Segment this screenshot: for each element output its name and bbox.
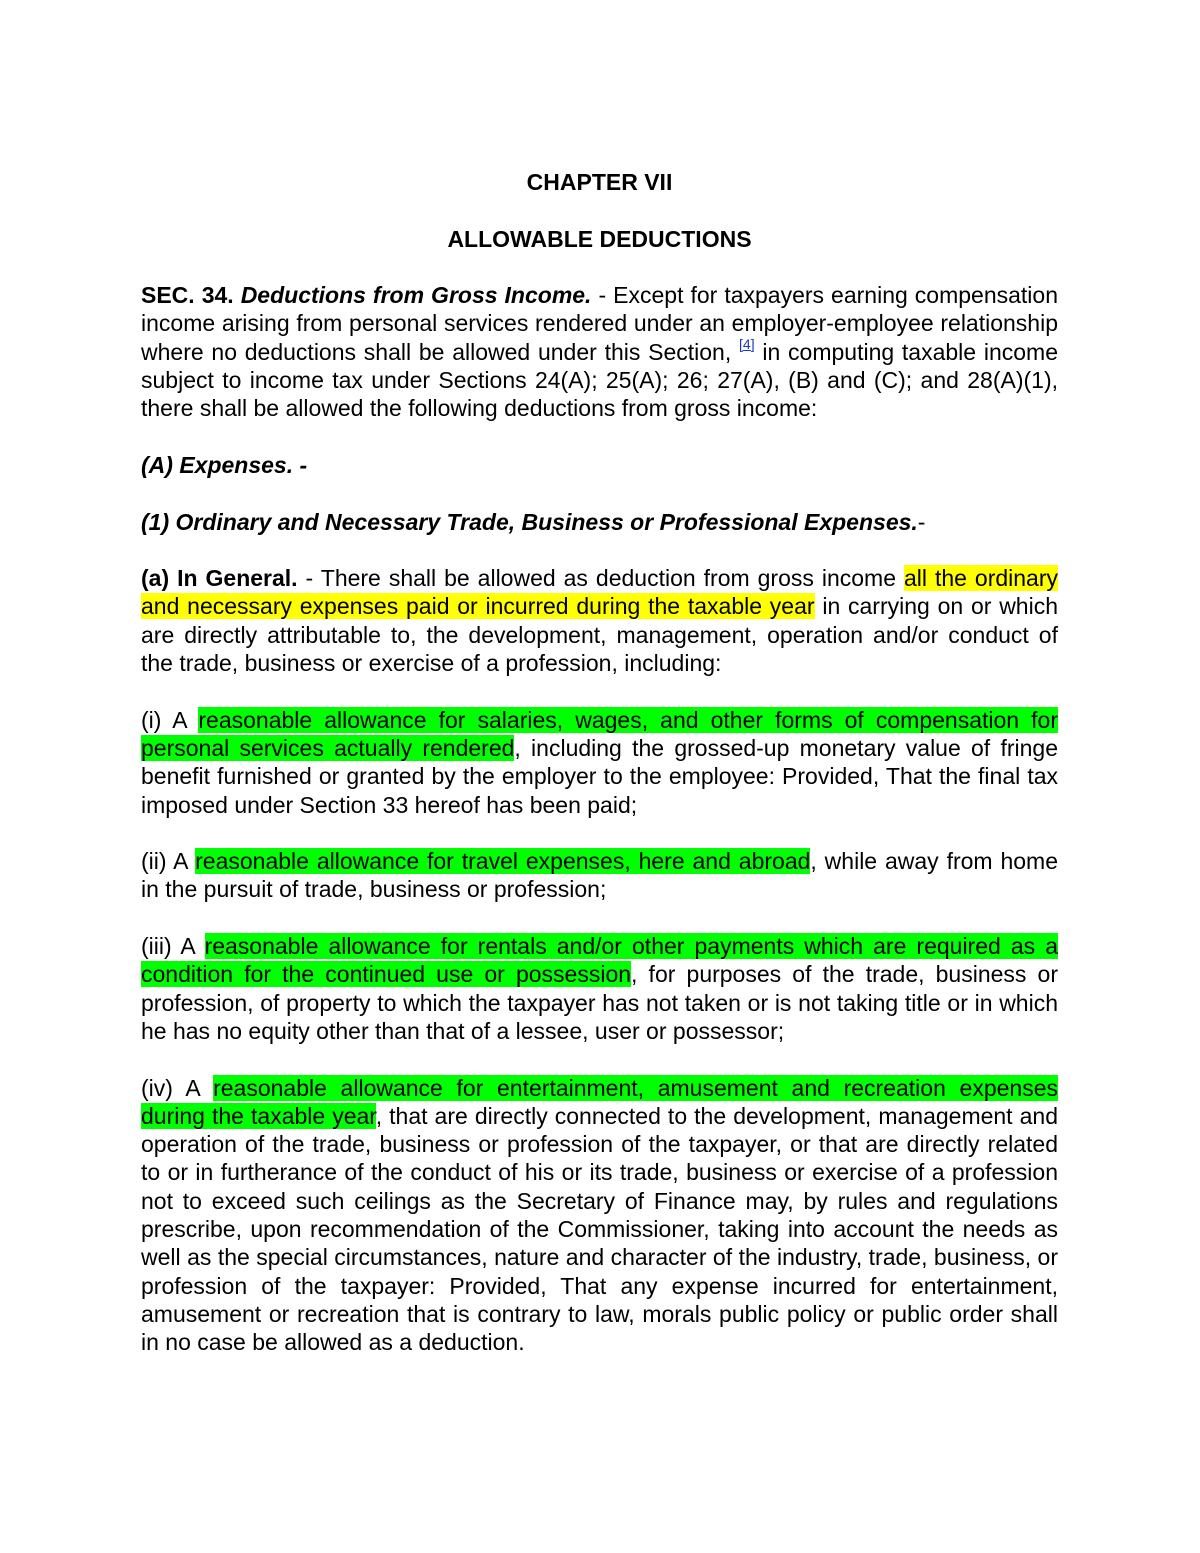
- item-i-prefix: (i) A: [141, 706, 199, 733]
- in-general-text2: in carrying on or which are directly attributable to, the development, management, operation and/or conduct of the trade, business or exercise of a profession, including:: [141, 593, 1058, 677]
- footnote-link[interactable]: [4]: [739, 335, 755, 352]
- spacer: [141, 196, 1058, 224]
- in-general-paragraph: [141, 564, 1058, 677]
- chapter-title: CHAPTER VII: [526, 169, 673, 195]
- item-i-paragraph: [141, 706, 1058, 819]
- spacer: [141, 677, 1058, 705]
- sec34-paragraph: [141, 281, 1058, 422]
- item-iii-text: , for purposes of the trade, business or profession, of property to which the taxpayer has not taken or is not taking title or in which he has no equity other than that of a lessee, user or possessor;: [141, 961, 1058, 1044]
- ordinary-expenses-suffix: -: [917, 508, 926, 535]
- item-ii-prefix: (ii) A: [141, 848, 196, 875]
- in-general-label: (a) In General.: [141, 565, 298, 592]
- ordinary-expenses-heading-paragraph: [141, 508, 1058, 536]
- item-i-text: , including the grossed-up monetary value of fringe benefit furnished or granted by the employer to the employee: Provided, That the final tax imposed under Section 33 hereof has been paid;: [141, 734, 1058, 818]
- item-iv-text: , that are directly connected to the development, management and operation of the trade, business or profession of the taxpayer, or that are directly related to or in furtherance of the conduct of his or its trade, business or exercise of a profession not to exceed such ceilings as the Secretary of Finance may, by rules and regulations prescribe, upon recommendation of the Commissioner, taking into account the needs as well as the special circumstances, nature and character of the industry, trade, business, or profession of the taxpayer: Provided, That any expense incurred for entertainment, amusement or recreation that is contrary to law, morals public policy or public order shall in no case be allowed as a deduction.: [141, 1102, 1058, 1356]
- sec34-text2: in computing taxable income subject to income tax under Sections 24(A); 25(A); 26; 27(A), (B) and (C); and 28(A)(1), there shall be allowed the following deductions from gross income:: [141, 338, 1059, 422]
- document-page: [141, 168, 1058, 1356]
- spacer: [141, 253, 1058, 281]
- in-general-highlight: all the ordinary and necessary expenses paid or incurred during the taxable year: [141, 565, 1059, 620]
- section-title: ALLOWABLE DEDUCTIONS: [447, 225, 752, 252]
- item-ii-text: , while away from home in the pursuit of trade, business or profession;: [141, 848, 1058, 903]
- sec34-label: SEC. 34.: [141, 282, 234, 309]
- expenses-heading: (A) Expenses. -: [141, 451, 308, 478]
- item-iv-paragraph: [141, 1074, 1058, 1357]
- item-iii-paragraph: [141, 932, 1058, 1045]
- spacer: [141, 423, 1058, 451]
- item-iv-highlight: reasonable allowance for entertainment, amusement and recreation expenses during the taxable year: [141, 1074, 1058, 1129]
- spacer: [141, 1045, 1058, 1073]
- item-i-highlight: reasonable allowance for salaries, wages, and other forms of compensation for personal services actually rendered: [141, 706, 1058, 761]
- spacer: [141, 536, 1058, 564]
- sec34-heading: Deductions from Gross Income.: [240, 282, 592, 309]
- in-general-text1: - There shall be allowed as deduction from gross income: [297, 565, 904, 592]
- spacer: [141, 479, 1058, 507]
- item-ii-highlight: reasonable allowance for travel expenses, here and abroad: [195, 848, 811, 875]
- item-iii-prefix: (iii) A: [141, 933, 205, 960]
- item-iv-prefix: (iv) A: [141, 1074, 214, 1101]
- spacer: [141, 904, 1058, 932]
- item-ii-paragraph: [141, 847, 1058, 904]
- item-iii-highlight: reasonable allowance for rentals and/or other payments which are required as a condition for the continued use or possession: [141, 933, 1058, 988]
- sec34-text1: Except for taxpayers earning compensation income arising from personal services rendered under an employer-employee relationship where no deductions shall be allowed under this Section,: [141, 282, 1058, 365]
- ordinary-expenses-heading: (1) Ordinary and Necessary Trade, Business or Professional Expenses.: [141, 508, 918, 535]
- sec34-separator: -: [591, 282, 614, 309]
- spacer: [141, 819, 1058, 847]
